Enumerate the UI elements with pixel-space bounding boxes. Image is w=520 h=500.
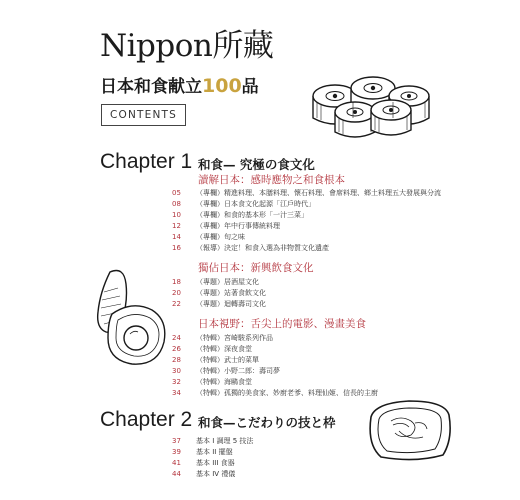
page-number: 26 <box>172 345 181 353</box>
page-number: 30 <box>172 367 181 375</box>
entry-text: （專題）站著食飲文化 <box>196 289 266 297</box>
page-number: 14 <box>172 233 181 241</box>
entry-text: 基本 I 調理 5 技法 <box>196 437 254 445</box>
chapter-2-label: Chapter 2 <box>100 408 193 431</box>
entry-text: （專欄）精進料理、本膳料理、懷石料理、會席料理、鄉土料理五大發展與分流 <box>196 189 441 197</box>
entry-text: （專欄）年中行事傳統料理 <box>196 222 280 230</box>
page-number: 37 <box>172 437 181 445</box>
entry-text: （報導）決定！和食入選為非物質文化遺產 <box>196 244 329 252</box>
page-number: 24 <box>172 334 181 342</box>
book-subtitle <box>100 72 259 97</box>
page-number: 10 <box>172 211 181 219</box>
avocado-illustration <box>92 262 172 372</box>
entry-text: （專欄）旬之味 <box>196 233 245 241</box>
entry-text: （專題）迴轉壽司文化 <box>196 300 266 308</box>
entry-text: （專欄）和食的基本形「一汁三菜」 <box>196 211 308 219</box>
page-number: 18 <box>172 278 181 286</box>
chapter-2-title: 和食—こだわりの技と枠 <box>198 415 336 430</box>
subtitle-number: 100 <box>202 75 242 97</box>
page-number: 05 <box>172 189 181 197</box>
chapter-1-label: Chapter 1 <box>100 150 193 173</box>
page-number: 22 <box>172 300 181 308</box>
page-number: 12 <box>172 222 181 230</box>
page-number: 41 <box>172 459 181 467</box>
page-number: 16 <box>172 244 181 252</box>
page-number: 39 <box>172 448 181 456</box>
entry-text: （特輯）海鷗食堂 <box>196 378 252 386</box>
entry-text: 基本 IV 禮儀 <box>196 470 236 478</box>
subtitle-prefix: 日本和食献立 <box>100 77 202 97</box>
entry-text: （特輯）深夜食堂 <box>196 345 252 353</box>
page-number: 28 <box>172 356 181 364</box>
chapter-1-title: 和食— 究極の食文化 <box>198 157 315 172</box>
entry-text: （特輯）孤獨的美食家、妙廚老爹、料理仙姬、信長的主廚 <box>196 389 378 397</box>
page-number: 08 <box>172 200 181 208</box>
plate-illustration <box>365 395 455 465</box>
sushi-roll-illustration <box>305 68 435 143</box>
page-number: 20 <box>172 289 181 297</box>
section-title: 讀解日本：感時應物之和食根本 <box>198 174 345 186</box>
entry-text: （特輯）小野二郎：壽司夢 <box>196 367 280 375</box>
page-number: 44 <box>172 470 181 478</box>
contents-label: CONTENTS <box>101 104 186 126</box>
entry-text: （特輯）宮崎駿系列作品 <box>196 334 273 342</box>
section-title: 日本視野：舌尖上的電影、漫畫美食 <box>198 318 366 330</box>
brand-title: Nippon所藏 <box>100 28 274 64</box>
entry-text: （專題）居酒屋文化 <box>196 278 259 286</box>
entry-text: （專欄）日本食文化起源「江戶時代」 <box>196 200 315 208</box>
entry-text: （特輯）武士的菜單 <box>196 356 259 364</box>
subtitle-suffix: 品 <box>241 77 259 97</box>
section-title: 獨佔日本：新興飲食文化 <box>198 262 314 274</box>
page-number: 34 <box>172 389 181 397</box>
entry-text: 基本 III 食器 <box>196 459 235 467</box>
page-number: 32 <box>172 378 181 386</box>
entry-text: 基本 II 擺盤 <box>196 448 233 456</box>
